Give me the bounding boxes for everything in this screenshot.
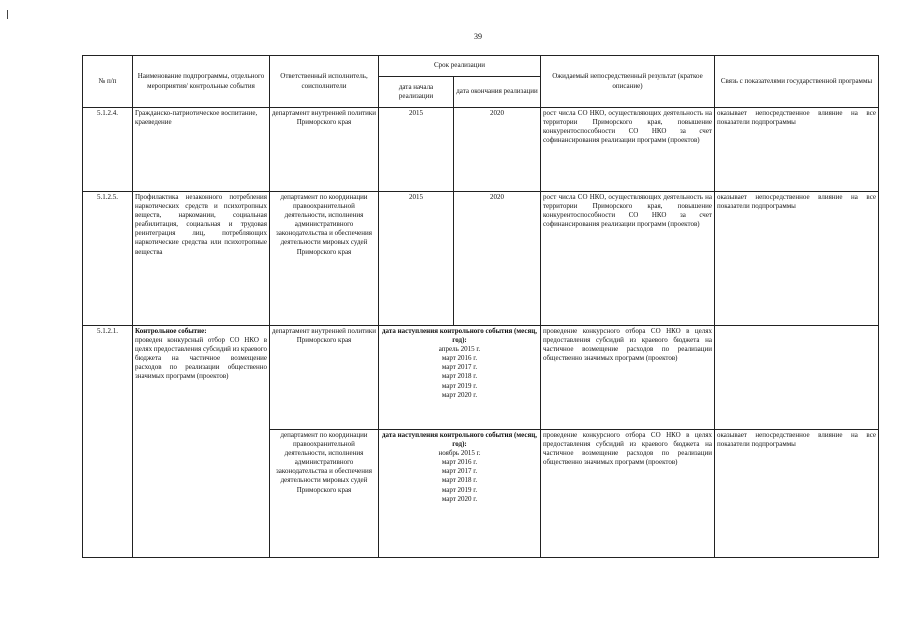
event-dates <box>379 430 541 558</box>
event-link <box>715 326 879 430</box>
event-date: март 2016 г. <box>441 354 478 363</box>
event-link: оказывает непосредственное влияние на все показатели подпрограммы <box>715 430 879 558</box>
table-row <box>83 108 879 192</box>
event-responsible: департамент по координации правоохранительной деятельности, исполнения административного законодательства и обеспечения деятельности мировых судей Приморского края <box>270 430 379 558</box>
header-num: № п/п <box>83 56 133 108</box>
page-number: 39 <box>474 32 482 41</box>
header-name: Наименование подпрограммы, отдельного мероприятия/ контрольные события <box>133 56 270 108</box>
event-date: март 2020 г. <box>441 494 478 503</box>
row-link: оказывает непосредственное влияние на все показатели подпрограммы <box>715 192 879 326</box>
page-edge-mark <box>7 10 8 19</box>
row-start: 2015 <box>379 108 454 192</box>
row-link: оказывает непосредственное влияние на все показатели подпрограммы <box>715 108 879 192</box>
row-result: рост числа СО НКО, осуществляющих деятельность на территории Приморского края, повышение конкурентоспособности СО НКО за счет софинансирования реализации программ (проектов) <box>541 108 715 192</box>
event-num: 5.1.2.1. <box>83 326 133 558</box>
event-title: Контрольное событие: <box>135 327 207 335</box>
event-date: март 2019 г. <box>441 381 478 390</box>
row-result: рост числа СО НКО, осуществляющих деятельность на территории Приморского края, повышение конкурентоспособности СО НКО за счет софинансирования реализации программ (проектов) <box>541 192 715 326</box>
header-end: дата окончания реализации <box>454 77 541 108</box>
event-date: март 2016 г. <box>441 458 478 467</box>
header-link: Связь с показателями государственной программы <box>715 56 879 108</box>
header-responsible: Ответственный исполнитель, соисполнители <box>270 56 379 108</box>
event-date: март 2020 г. <box>441 390 478 399</box>
header-row <box>83 56 879 77</box>
header-start: дата начала реализации <box>379 77 454 108</box>
event-dates <box>379 326 541 430</box>
event-dates-title: дата наступления контрольного события (месяц, год): <box>381 327 538 345</box>
event-date: ноябрь 2015 г. <box>438 449 481 458</box>
row-end: 2020 <box>454 108 541 192</box>
row-end: 2020 <box>454 192 541 326</box>
row-responsible: департамент внутренней политики Приморского края <box>270 108 379 192</box>
event-row <box>83 326 879 430</box>
program-table <box>82 55 879 558</box>
event-responsible: департамент внутренней политики Приморского края <box>270 326 379 430</box>
header-period: Срок реализации <box>379 56 541 77</box>
event-date: март 2017 г. <box>441 363 478 372</box>
row-responsible: департамент по координации правоохранительной деятельности, исполнения административного законодательства и обеспечения деятельности мировых судей Приморского края <box>270 192 379 326</box>
event-description <box>133 326 270 558</box>
event-text: проведен конкурсный отбор СО НКО в целях предоставления субсидий из краевого бюджета на частичное возмещение расходов по реализации общественно значимых программ (проектов) <box>135 336 267 381</box>
event-date: март 2018 г. <box>441 476 478 485</box>
event-result: проведение конкурсного отбора СО НКО в целях предоставления субсидий из краевого бюджета на частичное возмещение расходов по реализации общественно значимых программ (проектов) <box>541 430 715 558</box>
row-num: 5.1.2.4. <box>83 108 133 192</box>
event-result: проведение конкурсного отбора СО НКО в целях предоставления субсидий из краевого бюджета на частичное возмещение расходов по реализации общественно значимых программ (проектов) <box>541 326 715 430</box>
header-result: Ожидаемый непосредственный результат (краткое описание) <box>541 56 715 108</box>
row-num: 5.1.2.5. <box>83 192 133 326</box>
event-date: март 2019 г. <box>441 485 478 494</box>
row-name: Гражданско-патриотическое воспитание, краеведение <box>133 108 270 192</box>
event-date: март 2017 г. <box>441 467 478 476</box>
event-date: март 2018 г. <box>441 372 478 381</box>
row-start: 2015 <box>379 192 454 326</box>
event-date: апрель 2015 г. <box>438 345 481 354</box>
row-name: Профилактика незаконного потребления наркотических средств и психотропных веществ, наркомании, социальная реабилитация, социальная и трудовая реинтеграция лиц, потребляющих наркотические средства или психотропные вещества <box>133 192 270 326</box>
event-dates-title: дата наступления контрольного события (месяц, год): <box>381 431 538 449</box>
table-row <box>83 192 879 326</box>
